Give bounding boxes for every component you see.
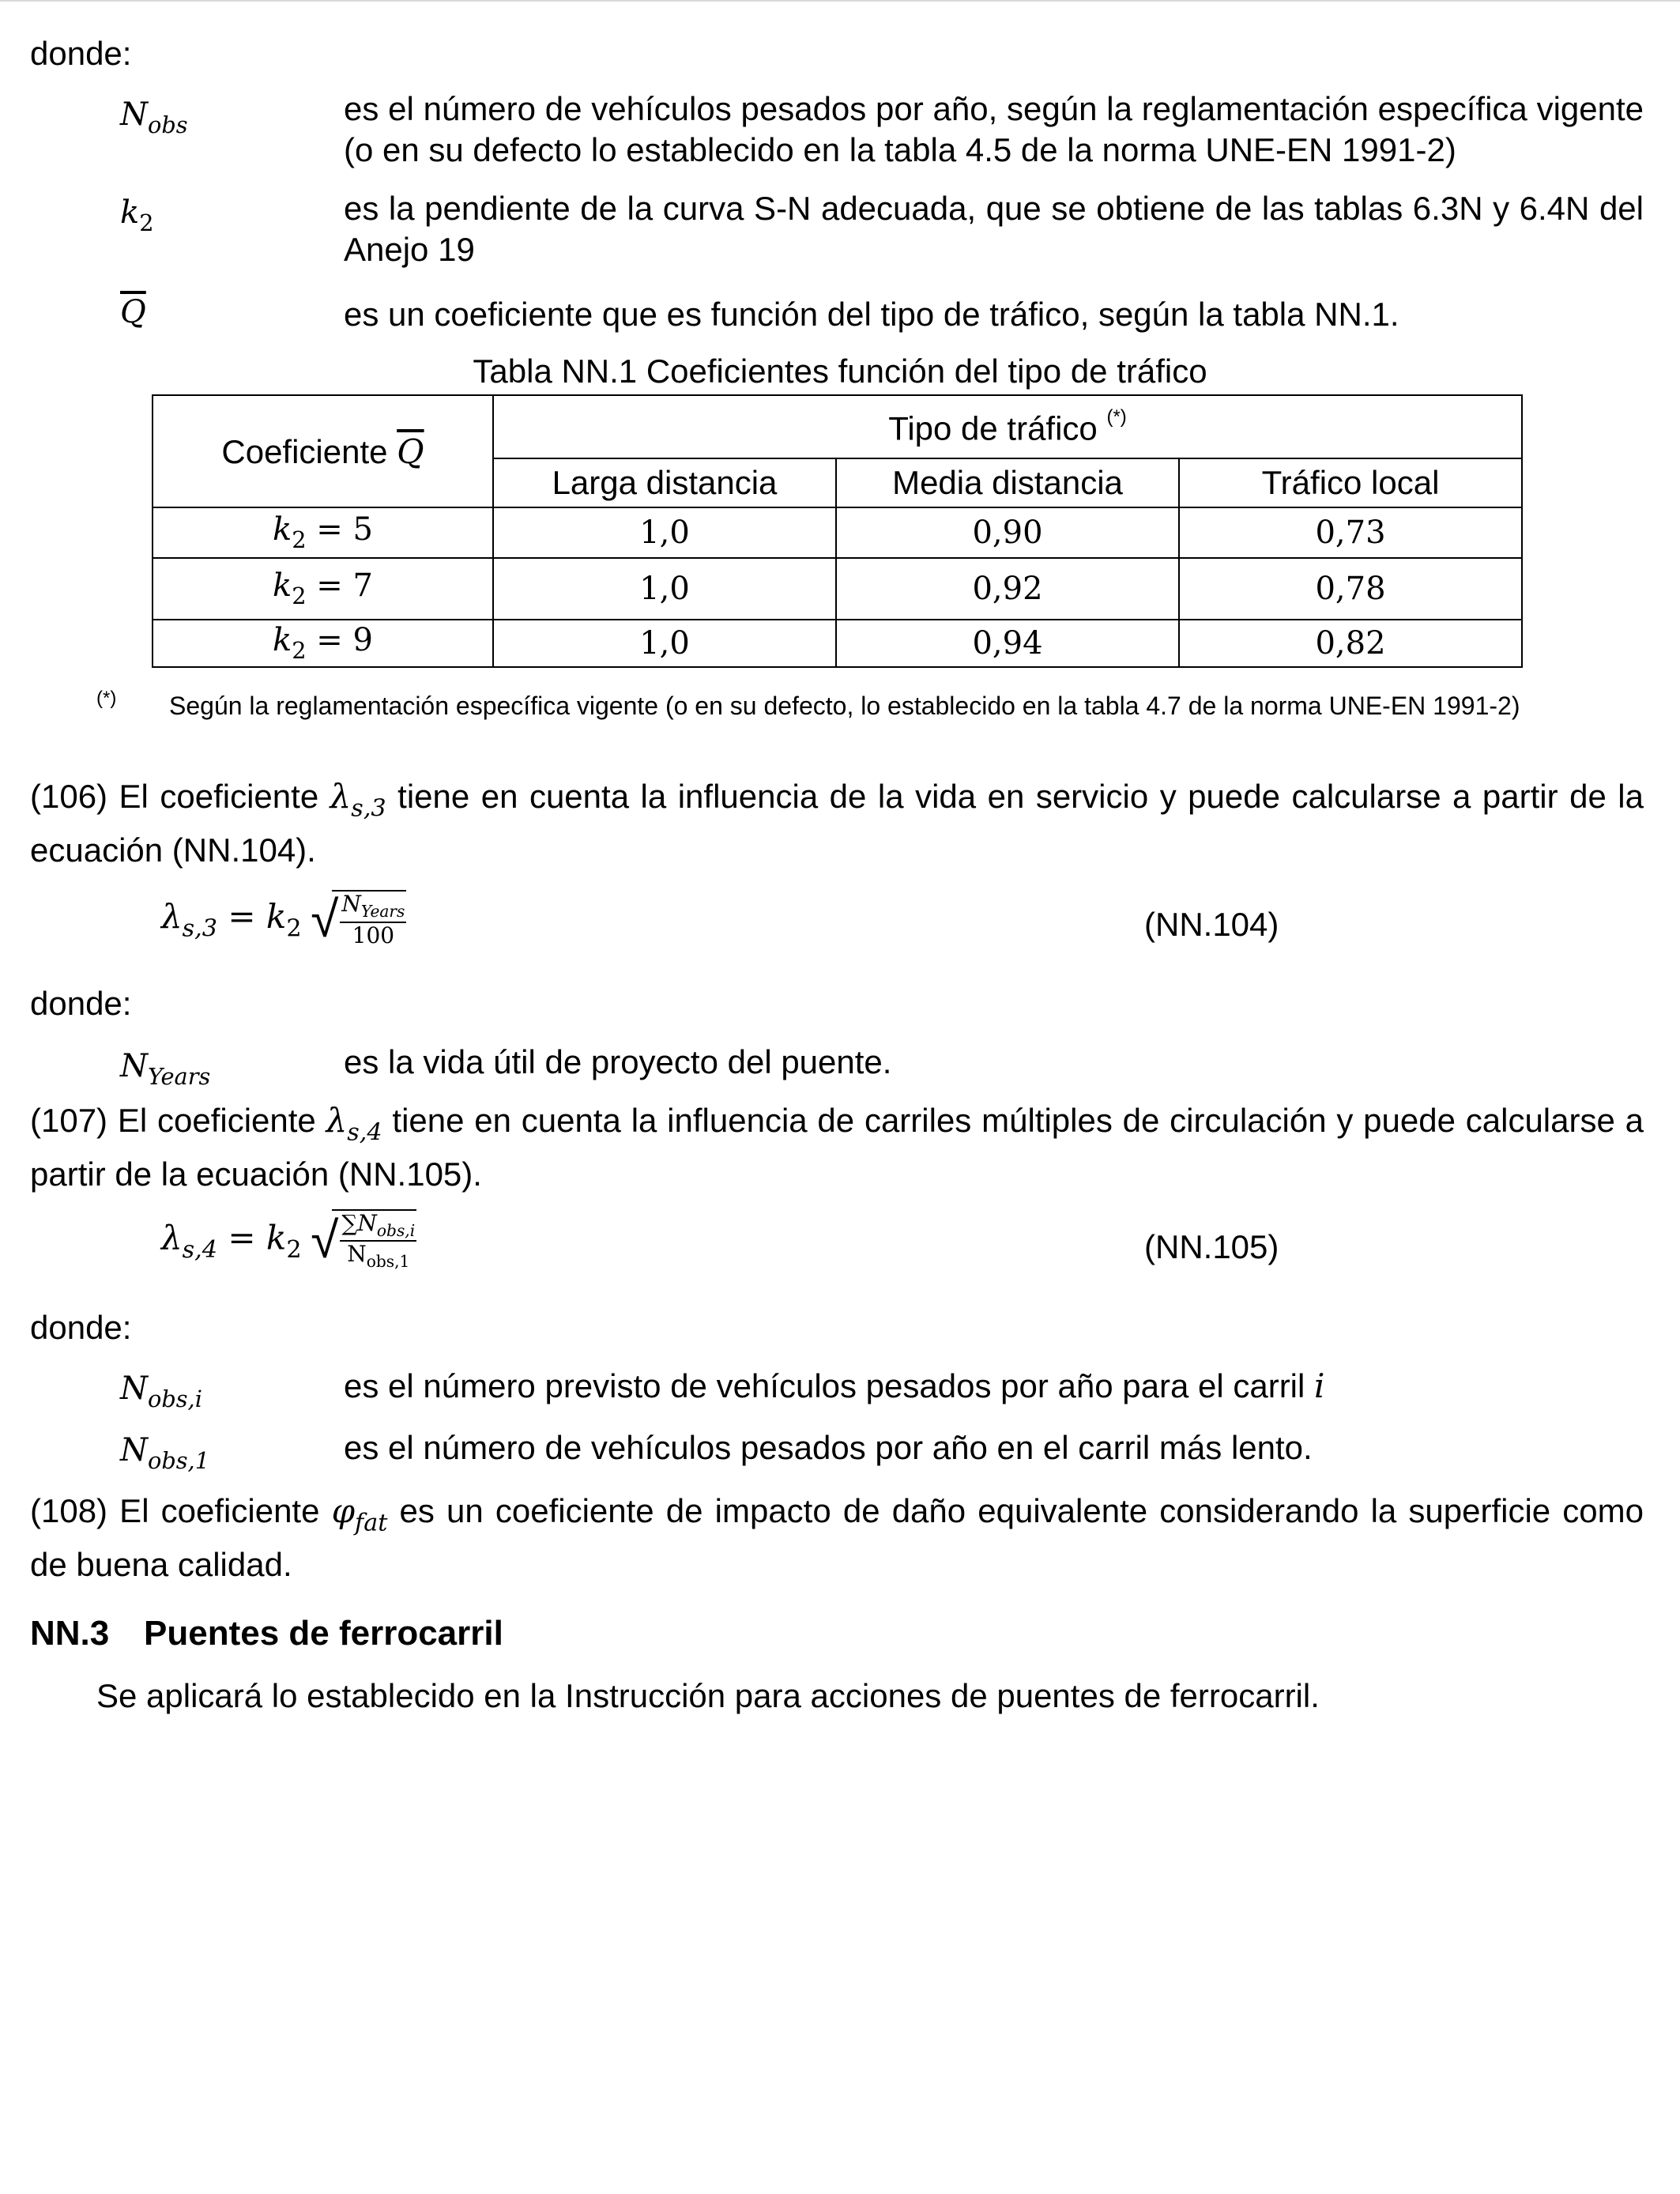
symbol-k2: $k_2$: [120, 194, 154, 237]
definition-k2: es la pendiente de la curva S-N adecuada, que se obtiene de las tablas 6.3N y 6.4N del Anejo 19: [344, 190, 1644, 268]
fraction-numerator: $\sum N_{obs,i}$: [340, 1211, 416, 1242]
table-cell: 0,73: [1179, 507, 1522, 558]
donde-label-3: donde:: [30, 1309, 132, 1346]
column-header: Larga distancia: [493, 458, 836, 507]
paragraph-108: (108) El coeficiente $\varphi_{fat}$ es un coeficiente de impacto de daño equivalente considerando la superficie como de buena calidad.: [30, 1491, 1644, 1583]
fraction-numerator: $N_{Years}$: [340, 892, 406, 922]
equation-number-nn104: (NN.104): [1144, 906, 1279, 943]
donde-label-2: donde:: [30, 985, 132, 1022]
footnote-mark: (*): [96, 688, 117, 709]
definition-n-obs: es el número de vehículos pesados por año, según la reglamentación específica vigente (o en su defecto lo establecido en la tabla 4.5 de la norma UNE-EN 1991-2): [344, 90, 1644, 168]
row-label: $k_2 = 5$: [153, 507, 493, 558]
table-cell: 1,0: [493, 507, 836, 558]
table-caption: Tabla NN.1 Coeficientes función del tipo de tráfico: [473, 352, 1207, 390]
symbol-q-bar: $\overline{Q}$: [120, 294, 146, 330]
equation-number-nn105: (NN.105): [1144, 1228, 1279, 1265]
table-cell: 0,94: [836, 620, 1179, 667]
table-cell: 1,0: [493, 558, 836, 620]
symbol-n-years: $N_{Years}$: [120, 1048, 211, 1091]
column-header: Media distancia: [836, 458, 1179, 507]
definition-n-years: es la vida útil de proyecto del puente.: [344, 1043, 892, 1080]
closing-paragraph: Se aplicará lo establecido en la Instrucción para acciones de puentes de ferrocarril.: [96, 1677, 1320, 1714]
paragraph-106: (106) El coeficiente $\lambda_{s,3}$ tiene en cuenta la influencia de la vida en servicio y puede calcularse a partir de la ecuación (NN.104).: [30, 777, 1644, 869]
column-header: Tráfico local: [1179, 458, 1522, 507]
table-cell: 0,82: [1179, 620, 1522, 667]
coefficients-table: [152, 394, 1523, 668]
fraction-denominator: 100: [352, 922, 395, 948]
paragraph-107: (107) El coeficiente $\lambda_{s,4}$ tiene en cuenta la influencia de carriles múltiples de circulación y puede calcularse a partir de la ecuación (NN.105).: [30, 1101, 1644, 1193]
symbol-n-obs-i: $N_{obs,i}$: [120, 1370, 202, 1413]
row-label: $k_2 = 7$: [153, 558, 493, 620]
section-heading: NN.3 Puentes de ferrocarril: [30, 1614, 503, 1653]
corner-header: Coeficiente $\overline{Q}$: [153, 395, 493, 507]
equation-nn105: $\lambda_{s,4} = k_2$ √ $\frac{\sum N_{obs,i}}{N_{obs,1}}$: [161, 1210, 416, 1272]
definition-n-obs-1: es el número de vehículos pesados por año en el carril más lento.: [344, 1429, 1313, 1466]
equation-nn104: $\lambda_{s,3} = k_2$ √ $\frac{N_{Years}}{100}$: [161, 891, 405, 948]
table-cell: 0,92: [836, 558, 1179, 620]
table-row: [153, 558, 1522, 620]
row-label: $k_2 = 9$: [153, 620, 493, 667]
fraction-denominator: $N_{obs,1}$: [347, 1241, 410, 1272]
definition-n-obs-i: es el número previsto de vehículos pesados por año para el carril i: [344, 1367, 1325, 1405]
table-cell: 0,90: [836, 507, 1179, 558]
symbol-n-obs-1: $N_{obs,1}$: [120, 1432, 210, 1475]
donde-label-1: donde:: [30, 35, 132, 72]
top-border: [0, 0, 1680, 2]
table-cell: 1,0: [493, 620, 836, 667]
table-cell: 0,78: [1179, 558, 1522, 620]
sqrt-symbol: √ $\frac{N_{Years}}{100}$: [311, 891, 405, 948]
symbol-n-obs: $N_{obs}$: [120, 96, 188, 139]
table-row: [153, 507, 1522, 558]
definition-q-bar: es un coeficiente que es función del tipo de tráfico, según la tabla NN.1.: [344, 296, 1399, 333]
table-row: [153, 620, 1522, 667]
sqrt-symbol: √ $\frac{\sum N_{obs,i}}{N_{obs,1}}$: [311, 1210, 416, 1272]
footnote-text: Según la reglamentación específica vigente (o en su defecto, lo establecido en la tabla 4.7 de la norma UNE-EN 1991-2): [169, 692, 1520, 720]
group-header: Tipo de tráfico (*): [493, 395, 1522, 458]
